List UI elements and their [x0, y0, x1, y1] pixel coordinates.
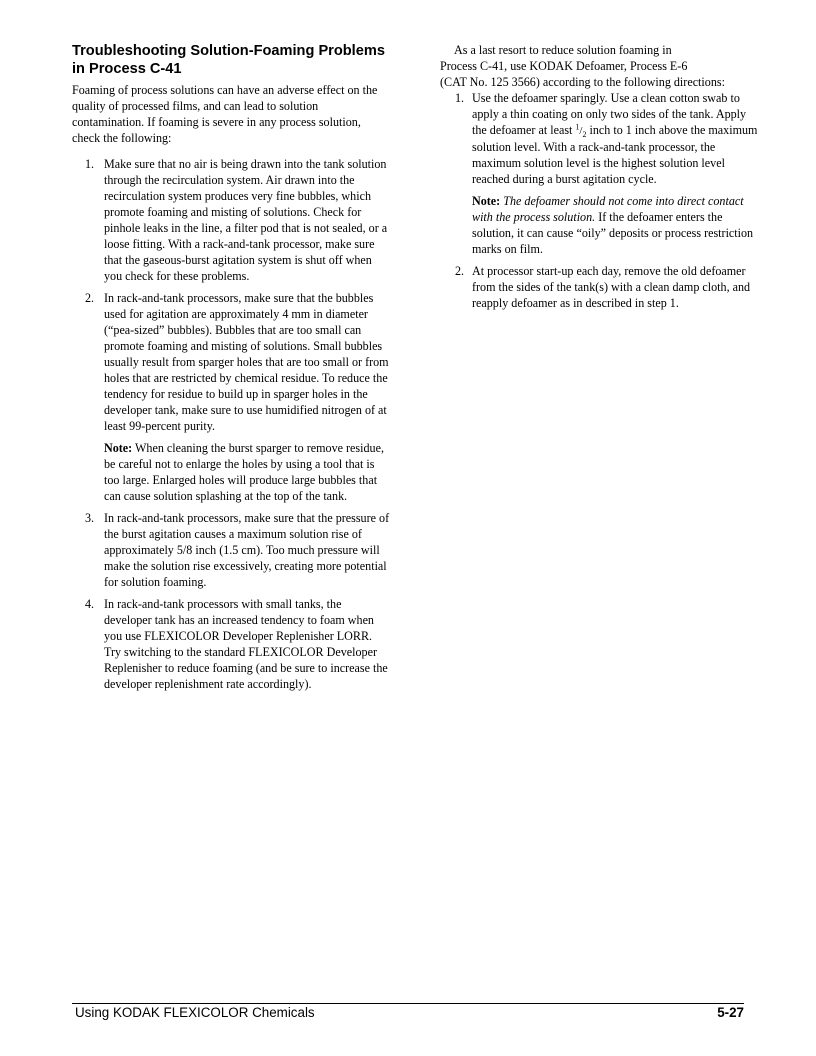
defoamer-directions-list [440, 90, 760, 311]
page-footer [72, 1005, 744, 1020]
note-label: Note: [472, 194, 501, 208]
lead-paragraph [440, 42, 760, 90]
note-text: If the defoamer enters the solution, it can cause “oily” deposits or process restriction marks on film. [472, 210, 754, 256]
intro-paragraph: Foaming of process solutions can have an adverse effect on the quality of processed films, and can lead to solution contamination. If foaming is severe in any process solution, check the following: [72, 83, 378, 145]
list-item-text-part: inch to 1 inch above the maximum solution level. With a rack-and-tank processor, the maximum solution level is the highest solution level reached during a burst agitation cycle. [472, 123, 758, 186]
list-item [72, 290, 390, 504]
list-item-number: 2. [455, 264, 465, 278]
list-item-number: 1. [85, 157, 95, 171]
list-item-text: In rack-and-tank processors with small tanks, the developer tank has an increased tendency to foam when you use FLEXICOLOR Developer Replenisher LORR. Try switching to the standard FLEXICOLOR Developer Replenisher to reduce foaming (and be sure to increase the developer replenishment rate accordingly). [104, 597, 388, 691]
section-heading [72, 42, 390, 78]
list-item-number: 1. [455, 91, 465, 105]
fraction-denominator: 2 [582, 130, 587, 140]
list-item-number: 4. [85, 597, 95, 611]
section-heading-line1: Troubleshooting Solution-Foaming Problems [72, 43, 385, 59]
list-item [440, 90, 760, 257]
list-item-text [472, 90, 760, 187]
section-heading-line2: in Process C-41 [72, 61, 182, 77]
lead-line: Process C-41, use KODAK Defoamer, Process E-6 [440, 59, 688, 73]
list-item-text-part: Use the defoamer sparingly. Use a clean cotton swab to apply a thin coating on only two sides of the tank. Apply the defoamer at least [472, 91, 747, 137]
note-block [104, 440, 390, 504]
list-item [440, 263, 760, 311]
list-item [72, 510, 390, 590]
list-item [72, 156, 390, 284]
note-label: Note: [104, 441, 133, 455]
fraction-one-half: $^1/_2$ [575, 122, 587, 140]
note-text: When cleaning the burst sparger to remove residue, be careful not to enlarge the holes by using a tool that is too large. Enlarged holes will produce large bubbles that can cause solution splashing at the top of the tank. [104, 441, 384, 503]
footer-divider [72, 1003, 744, 1004]
left-column [72, 42, 390, 698]
lead-line: (CAT No. 125 3566) according to the following directions: [440, 75, 725, 89]
list-item-text: At processor start-up each day, remove the old defoamer from the sides of the tank(s) with a clean damp cloth, and reapply defoamer as in described in step 1. [472, 264, 751, 310]
list-item [72, 596, 390, 692]
list-item-text: In rack-and-tank processors, make sure that the pressure of the burst agitation causes a maximum solution rise of approximately 5/8 inch (1.5 cm). Too much pressure will make the solution rise excessively, creating more potential for solution foaming. [104, 511, 390, 589]
list-item-text: Make sure that no air is being drawn into the tank solution through the recirculation system. Air drawn into the recirculation system produces very fine bubbles, which promote foaming and misting of solutions. Check for pinhole leaks in the line, a filter pod that is not sealed, or a loose fitting. With a rack-and-tank processor, make sure that the gaseous-burst agitation system is shut off when you check for these problems. [104, 157, 388, 283]
right-column [440, 42, 760, 317]
list-item-number: 2. [85, 291, 95, 305]
page-number: 5-27 [717, 1005, 744, 1020]
list-item-number: 3. [85, 511, 95, 525]
lead-line: As a last resort to reduce solution foaming in [454, 43, 672, 57]
fraction-numerator: 1 [575, 122, 580, 132]
troubleshooting-list [72, 156, 390, 692]
footer-title: Using KODAK FLEXICOLOR Chemicals [75, 1005, 315, 1020]
list-item-text: In rack-and-tank processors, make sure that the bubbles used for agitation are approximately 4 mm in diameter (“pea-sized” bubbles). Bubbles that are too small can promote foaming and misting of solutions. Small bubbles usually result from sparger holes that are too small or from holes that are restricted by chemical residue. To reduce the tendency for residue to build up in sparger holes in the developer tank, make sure to use humidified nitrogen of at least 99-percent purity. [104, 291, 389, 433]
note-italic-text: The defoamer should not come into direct contact with the process solution. [472, 194, 744, 224]
note-block [472, 193, 760, 257]
